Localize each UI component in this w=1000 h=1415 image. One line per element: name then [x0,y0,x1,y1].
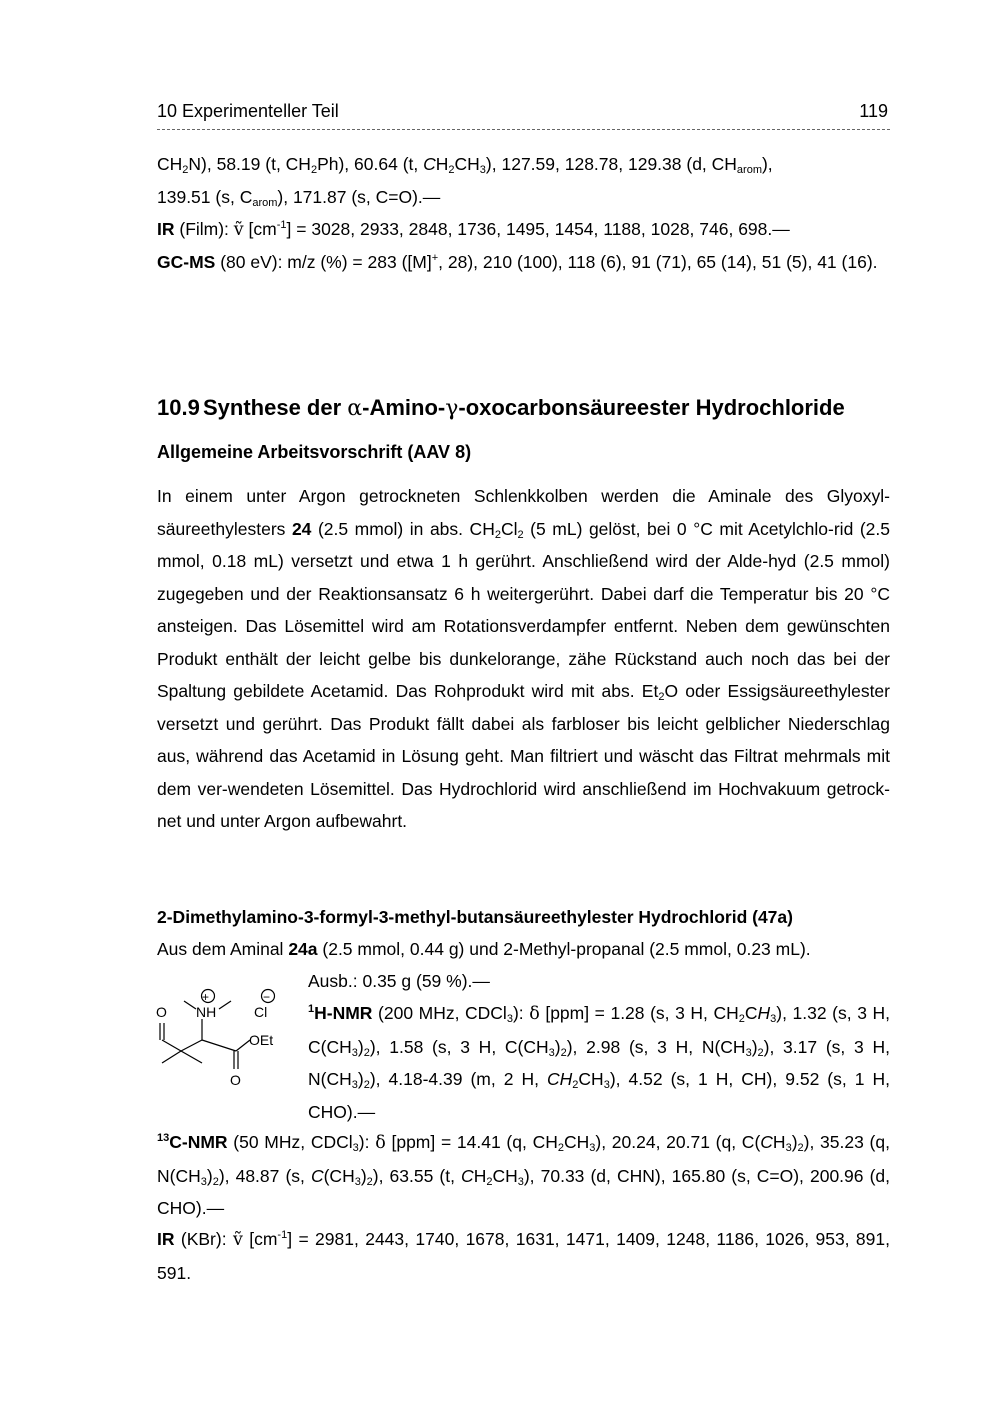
structure-label-nh: NH [196,1004,217,1020]
structure-label-cl: Cl [254,1004,268,1020]
section-heading: 10.9 Synthese der α-Amino-γ-oxocarbonsäureester Hydrochloride [157,395,845,421]
continuation-line-2: 139.51 (s, $C_{arom}$), 171.87 (s, C=O).— [157,187,441,209]
structure-label-plus: + [202,990,210,1004]
c-nmr-data: $^{13}$C-NMR (50 MHz, CDCl$_3$): δ [ppm] = 14.41 (q, $CH_2CH_3$), 20.24, 20.71 (q, $C(CH_3)_2$), 35.23 (q, $N(CH_3)_2$), 48.87 (s, $C(CH_3)_2$), 63.55 (t, $CH_2CH_3$), 70.33 (d, CHN), 165.80 (s, C=O), 200.96 (d, CHO).— [157,1132,890,1218]
chemical-structure [150,985,290,1095]
h-nmr-data: $^1$H-NMR (200 MHz, CDCl$_3$): δ [ppm] = 1.28 (s, 3 H, $CH_2CH_3$), 1.32 (s, 3 H, $C(CH_3)_2$), 1.58 (s, 3 H, $C(CH_3)_2$), 2.98 (s, 3 H, $N(CH_3)_2$), 3.17 (s, 3 H, $N(CH_3)_2$), 4.18-4.39 (m, 2 H, $CH_2CH_3$), 4.52 (s, 1 H, CH), 9.52 (s, 1 H, CHO).— [308,1003,891,1122]
compound-yield: Ausb.: 0.35 g (59 %).— [308,971,490,991]
structure-label-o-bottom: O [230,1072,241,1088]
compound-title: 2-Dimethylamino-3-formyl-3-methyl-butansäureethylester Hydrochlorid (47a) [157,907,793,927]
gcms-data: GC-MS (80 eV): m/z (%) = 283 ([M]+, 28), 210 (100), 118 (6), 91 (71), 65 (14), 51 (5), 41 (16). [157,252,878,272]
structure-label-minus: − [263,990,271,1004]
continuation-line-1: $CH_2N$), 58.19 (t, $CH_2Ph$), 60.64 (t, $CH_2CH_3$), 127.59, 128.78, 129.38 (d, $CH_{arom}$), [157,154,773,176]
procedure-paragraph: In einem unter Argon getrockneten Schlenkkolben werden die Aminale des Glyoxyl-säureethylesters 24 (2.5 mmol) in abs. $CH_2Cl_2$ (5 mL) gelöst, bei 0 °C mit Acetylchlo-rid (2.5 mmol, 0.18 mL) versetzt und etwa 1 h gerührt. Anschließend wird der Alde-hyd (2.5 mmol) zugegeben und der Reaktionsansatz 6 h weitergerührt. Dabei darf die Temperatur bis 20 °C ansteigen. Das Lösemittel wird am Rotationsverdampfer entfernt. Neben dem gewünschten Produkt enthält der leicht gelbe bis dunkelorange, zähe Rückstand auch noch das bei der Spaltung gebildete Acetamid. Das Rohprodukt wird mit abs. $Et_2O$ oder Essigsäureethylester versetzt und gerührt. Das Produkt fällt dabei als farbloser bis leicht gelblicher Niederschlag aus, während das Acetamid in Lösung geht. Man filtriert und wäscht das Filtrat mehrmals mit dem ver-wendeten Lösemittel. Das Hydrochlorid wird anschließend im Hochvakuum getrock-net und unter Argon aufbewahrt. [157,486,890,831]
compound-source: Aus dem Aminal 24a (2.5 mmol, 0.44 g) und 2-Methyl-propanal (2.5 mmol, 0.23 mL). [157,939,811,959]
ir-kbr-data: IR (KBr): ṽ $[cm^{-1}] = 2981$, 2443, 1740, 1678, 1631, 1471, 1409, 1248, 1186, 1026, 953, 891, 591. [157,1229,890,1283]
page-number: 119 [859,101,888,121]
chapter-title: 10 Experimenteller Teil [157,101,339,121]
page-header [157,99,890,130]
structure-label-oet: OEt [249,1032,274,1048]
subsection-heading: Allgemeine Arbeitsvorschrift (AAV 8) [157,442,472,462]
ir-film-data: IR (Film): ṽ $[cm^{-1}] = 3028$, 2933, 2848, 1736, 1495, 1454, 1188, 1028, 746, 698.— [157,219,790,240]
structure-label-o-top: O [156,1004,167,1020]
